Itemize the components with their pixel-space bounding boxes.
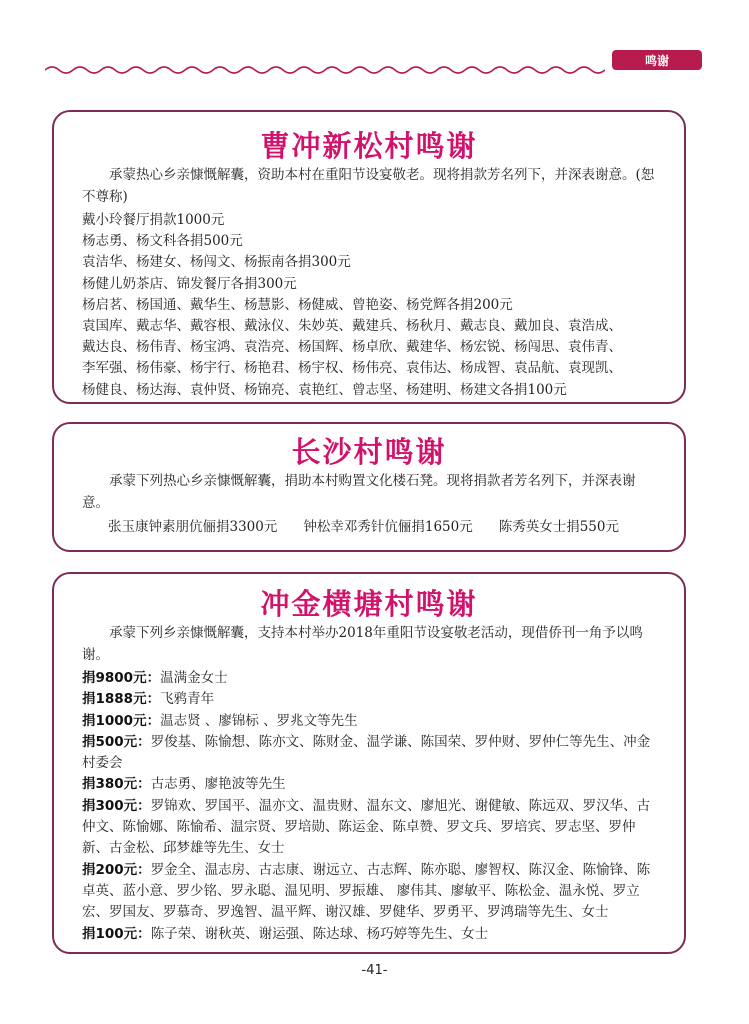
donor-line: 杨健儿奶茶店、锦发餐厅各捐300元: [82, 275, 297, 292]
donation-names: 罗俊基、陈愉想、陈亦文、陈财金、温学谦、陈国荣、罗仲财、罗仲仁等先生、冲金村委会: [82, 733, 651, 772]
donation-amount: 捐1000元：: [82, 712, 161, 729]
donation-entry: [82, 711, 658, 732]
donation-names: 陈子荣、谢秋英、谢运强、陈达球、杨巧婷等先生、女士: [150, 925, 489, 942]
donation-amount: 捐200元：: [82, 861, 151, 878]
donor-line: 戴达良、杨伟青、杨宝鸿、袁浩亮、杨国辉、杨卓欣、戴建华、杨宏锐、杨闯思、袁伟青、: [82, 339, 622, 356]
donor-item: 陈秀英女士捐550元: [498, 519, 619, 535]
section-chongjin-hengtang-village: [52, 572, 686, 954]
donation-names: 罗锦欢、罗国平、温亦文、温贵财、温东文、廖旭光、谢健敏、陈远双、罗汉华、古仲文、陈愉娜、陈愉希、温宗贤、罗培勋、陈运金、陈卓赞、罗文兵、罗培宾、罗志坚、罗仲新、古金松、邱梦雄等先生、女士: [82, 797, 651, 857]
section-title: 长沙村鸣谢: [291, 435, 447, 469]
donor-item: 钟松幸邓秀针伉俪捐1650元: [303, 519, 473, 535]
donor-line: 袁洁华、杨建女、杨闯文、杨振南各捐300元: [82, 254, 351, 271]
donation-amount: 捐1888元：: [82, 691, 161, 708]
donation-amount: 捐380元：: [82, 776, 151, 793]
donor-list: [82, 210, 664, 401]
donation-names: 温满金女士: [160, 670, 228, 686]
donor-line: 杨启茗、杨国通、戴华生、杨慧影、杨健威、曾艳姿、杨党辉各捐200元: [82, 296, 513, 313]
donation-names: 古志勇、廖艳波等先生: [150, 776, 286, 793]
donor-line: 杨健良、杨达海、袁仲贤、杨锦亮、袁艳红、曾志坚、杨建明、杨建文各捐100元: [82, 381, 567, 398]
page-number: -41-: [361, 963, 388, 978]
section-intro: 承蒙热心乡亲慷慨解囊，资助本村在重阳节设宴敬老。现将捐款芳名列下，并深表谢意。(恕不尊称): [82, 167, 655, 205]
donation-entry: [82, 689, 658, 710]
donation-entry: [82, 796, 658, 860]
donation-amount: 捐300元：: [82, 797, 151, 814]
donor-item: 张玉康钟素朋伉俪捐3300元: [108, 519, 278, 535]
donation-amount: 捐9800元：: [82, 670, 161, 686]
donation-amount: 捐100元：: [82, 925, 151, 942]
decorative-wave-line: [45, 64, 605, 76]
donation-entry: [82, 668, 658, 689]
donor-line: 戴小玲餐厅捐款1000元: [82, 212, 225, 228]
donation-entry: [82, 774, 658, 795]
section-intro: 承蒙下列乡亲慷慨解囊，支持本村举办2018年重阳节设宴敬老活动，现借侨刊一角予以鸣谢。: [82, 625, 643, 663]
donation-entry: [82, 732, 658, 775]
section-intro: 承蒙下列热心乡亲慷慨解囊，捐助本村购置文化楼石凳。现将捐款者芳名列下，并深表谢意。: [82, 473, 636, 511]
donor-line: 杨志勇、杨文科各捐500元: [82, 233, 243, 250]
donation-entry: [82, 924, 658, 945]
donor-line: 袁国库、戴志华、戴容根、戴泳仪、朱妙英、戴建兵、杨秋月、戴志良、戴加良、袁浩成、: [82, 318, 622, 335]
donation-entry: [82, 860, 658, 924]
donation-names: 温志贤 、廖锦标 、罗兆文等先生: [160, 712, 358, 729]
section-title: 曹冲新松村鸣谢: [260, 129, 478, 163]
donation-names: 飞鸦青年: [160, 691, 215, 708]
section-title: 冲金横塘村鸣谢: [260, 587, 478, 621]
donation-amount: 捐500元：: [82, 733, 151, 750]
donation-entries: [82, 668, 658, 945]
section-changsha-village: [52, 422, 686, 552]
donation-names: 罗金全、温志房、古志康、谢远立、古志辉、陈亦聪、廖智权、陈汉金、陈愉锋、陈卓英、蓝小意、罗少铭、罗永聪、温见明、罗振雄、 廖伟其、廖敏平、陈松金、温永悦、罗立宏、罗国友、罗慕奇、罗逸智、温平辉、谢汉雄、罗健华、罗勇平、罗鸿瑞等先生、女士: [82, 861, 651, 921]
section-label: 鸣谢: [612, 50, 702, 70]
donor-row: [108, 516, 664, 538]
section-xinsong-village: [52, 110, 686, 404]
donor-line: 李军强、杨伟豪、杨宇行、杨艳君、杨宇权、杨伟亮、袁伟达、杨成智、袁品航、袁现凯、: [82, 360, 622, 377]
